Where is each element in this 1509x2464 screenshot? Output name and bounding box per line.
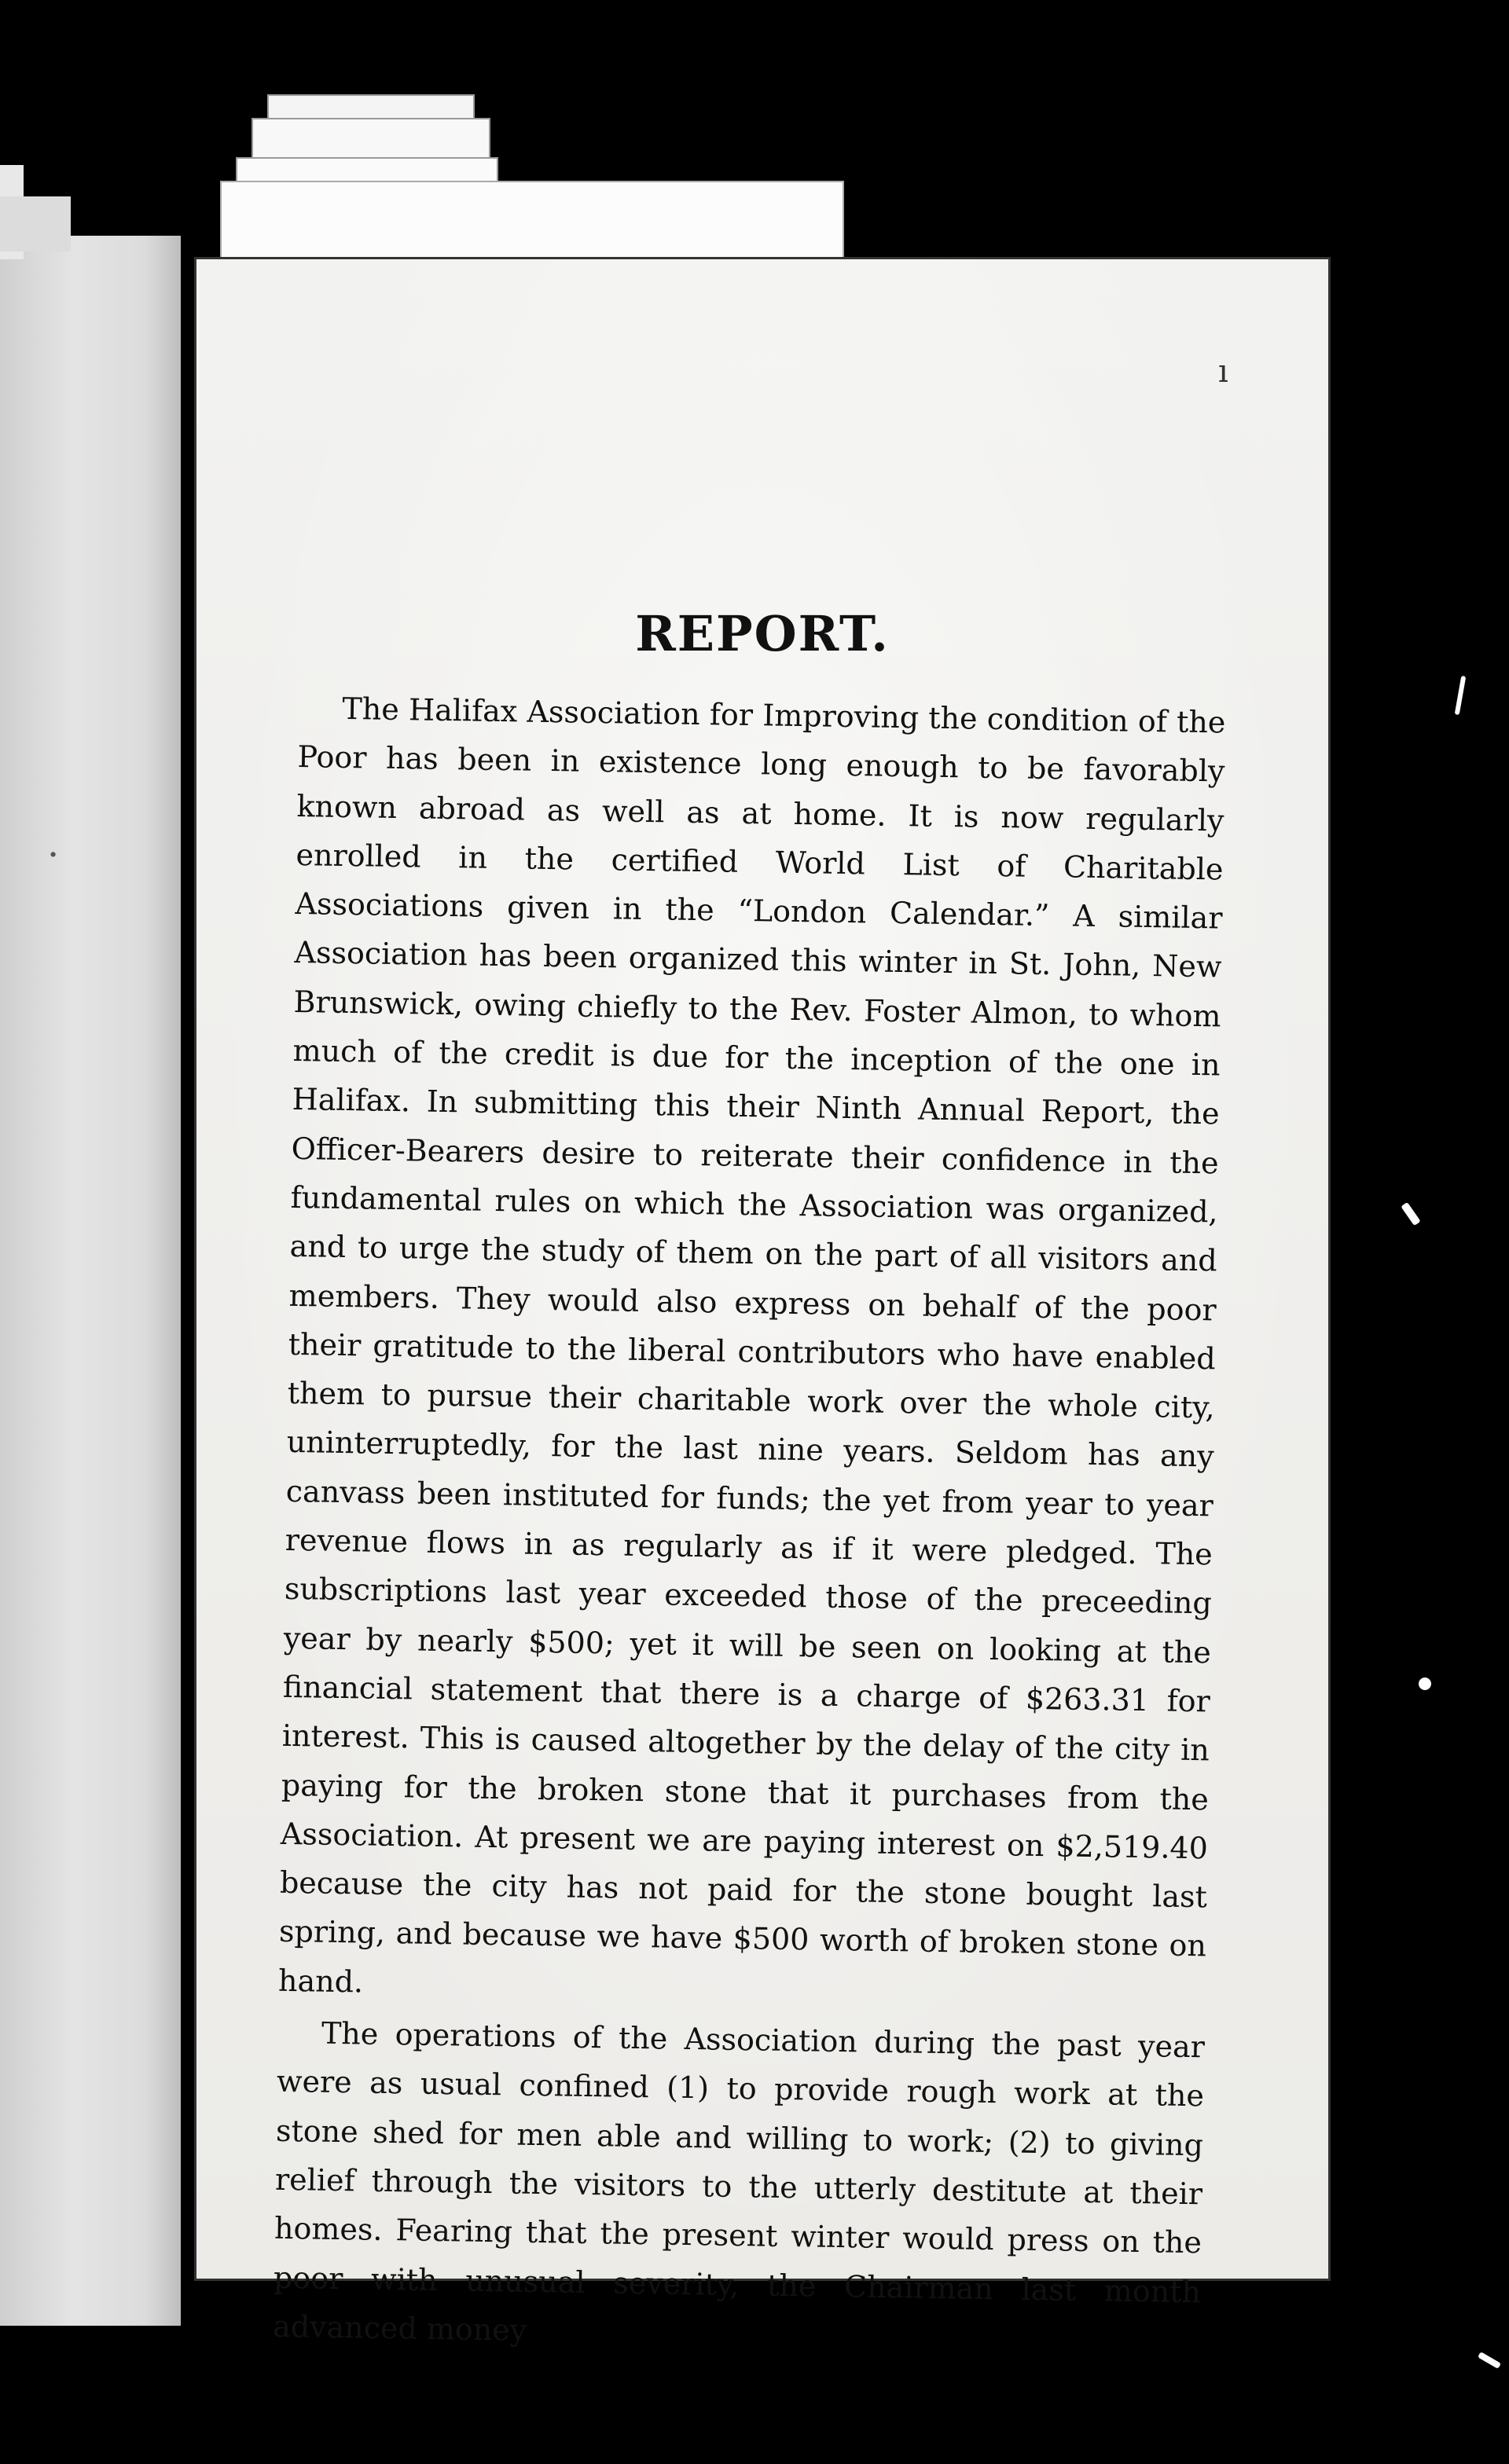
- paragraph: The operations of the Association during the past year were as usual confined (1) to provide rough work at the stone shed for men able and willing to work; (2) to giving relief through the visitors to the utterly destitute at their homes. Fearing that the present winter would press on the poor with unusual severity, the Chairman last month advanced money: [272, 2015, 1206, 2348]
- document-page: [196, 259, 1328, 2348]
- page-mark: ı: [1218, 354, 1228, 390]
- report-body: [273, 684, 1226, 2365]
- speck: [1478, 2352, 1501, 2369]
- page-tab: [220, 181, 844, 270]
- speck: [1419, 1678, 1431, 1690]
- left-page-tab: [0, 196, 71, 251]
- adjacent-page-left: [0, 236, 181, 2326]
- speck: [1401, 1202, 1420, 1226]
- page-edge-mark: ·: [47, 833, 60, 877]
- speck: [1455, 676, 1467, 715]
- paragraph: The Halifax Association for Improving the condition of the Poor has been in existence long enough to be favorably known abroad as well as at home. It is now regularly enrolled in the certified World List of Charitable Associations given in the “London Calendar.” A similar Association has been organized this winter in St. John, New Brunswick, owing chiefly to the Rev. Foster Almon, to whom much of the credit is due for the inception of the one in Halifax. In submitting this their Ninth Annual Report, the Officer-Bearers desire to reiterate their confidence in the fundamental rules on which the Association was organized, and to urge the study of them on the part of all visitors and members. They would also express on behalf of the poor their gratitude to the liberal contributors who have enabled them to pursue their charitable work over the whole city, uninterruptedly, for the last nine years. Seldom has any canvass been instituted for funds; the yet from year to year revenue flows in as regularly as if it were pledged. The subscriptions last year exceeded those of the preceeding year by nearly $500; yet it will be seen on looking at the financial statement that there is a charge of $263.31 for interest. This is caused altogether by the delay of the city in paying for the broken stone that it purchases from the Association. At present we are paying interest on $2,519.40 because the city has not paid for the stone bought last spring, and because we have $500 worth of broken stone on hand.: [277, 691, 1226, 2000]
- page-title: REPORT.: [635, 605, 890, 662]
